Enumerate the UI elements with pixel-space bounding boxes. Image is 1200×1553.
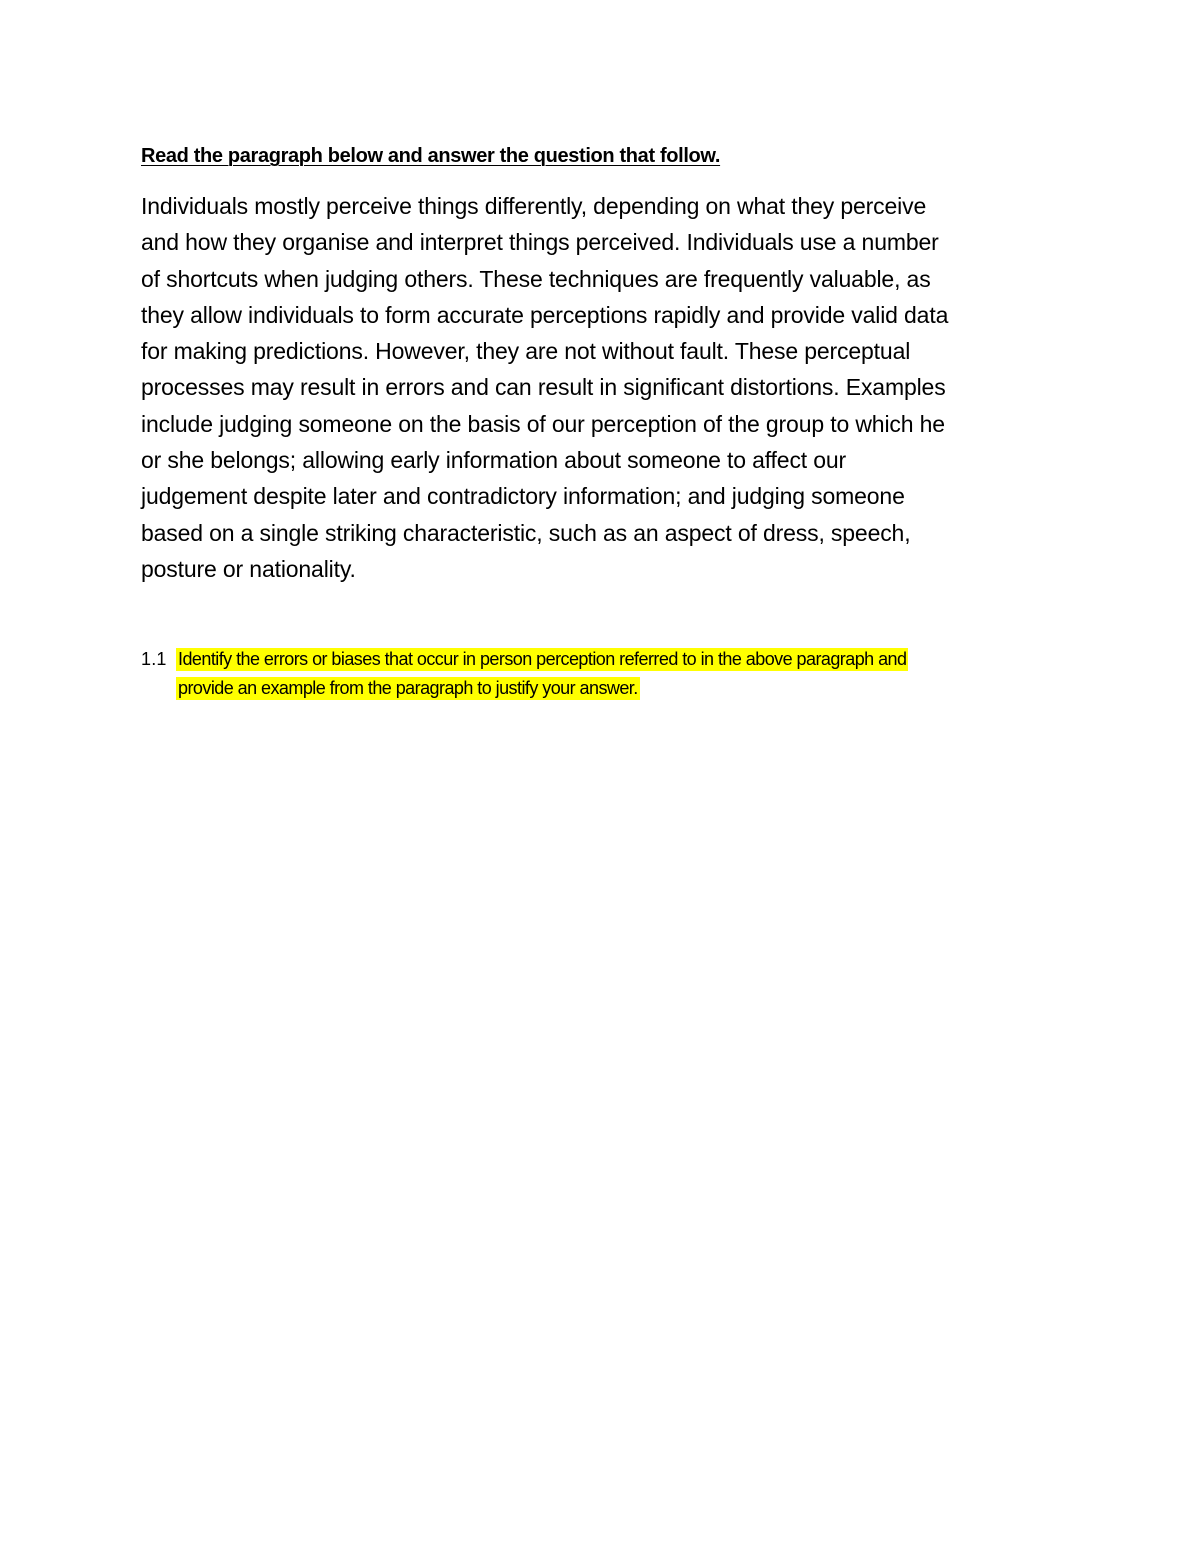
passage-line: include judging someone on the basis of our perception of the group to which he [141, 410, 945, 437]
question-highlight: Identify the errors or biases that occur in person perception referred to in the above paragraph and [178, 649, 907, 669]
passage-line: for making predictions. However, they are not without fault. These perceptual [141, 338, 911, 365]
passage-line: posture or nationality. [141, 555, 356, 582]
question-line [176, 674, 1096, 703]
question-text [176, 645, 1096, 702]
passage-line: of shortcuts when judging others. These techniques are frequently valuable, as [141, 265, 931, 292]
instruction-heading: Read the paragraph below and answer the question that follow. [141, 145, 721, 167]
passage-line: or she belongs; allowing early information about someone to affect our [141, 447, 847, 474]
passage-line: they allow individuals to form accurate perceptions rapidly and provide valid data [141, 301, 949, 328]
question-line [176, 645, 1096, 674]
question-highlight: provide an example from the paragraph to justify your answer. [178, 677, 638, 698]
question-number: 1.1 [141, 649, 167, 669]
passage-line: processes may result in errors and can result in significant distortions. Examples [141, 374, 946, 401]
passage-line: Individuals mostly perceive things differently, depending on what they perceive [141, 193, 927, 219]
passage-line: based on a single striking characteristic, such as an aspect of dress, speech, [141, 519, 911, 546]
reading-passage [141, 188, 1061, 587]
passage-line: judgement despite later and contradictory information; and judging someone [141, 483, 905, 510]
passage-line: and how they organise and interpret things perceived. Individuals use a number [141, 229, 939, 256]
